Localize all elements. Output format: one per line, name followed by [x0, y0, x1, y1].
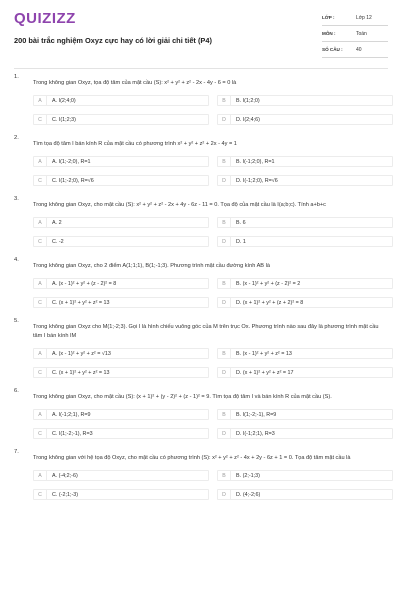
option-c[interactable]: [33, 428, 209, 439]
option-letter: A: [34, 471, 47, 480]
option-letter: C: [34, 176, 47, 185]
option-letter: B: [218, 471, 231, 480]
question-number: 1.: [14, 74, 19, 80]
option-a[interactable]: [33, 348, 209, 359]
option-text: A. I(-1;2;1), R=9: [52, 411, 91, 418]
option-text: B. I(-1;2;0), R=1: [236, 158, 275, 165]
option-letter: D: [218, 237, 231, 246]
answer-options: [33, 409, 386, 439]
page-header: [0, 0, 400, 66]
question-1: [0, 74, 400, 125]
option-letter: A: [34, 349, 47, 358]
option-letter: D: [218, 176, 231, 185]
question-text: Tìm tọa độ tâm I bán kính R của mặt cầu có phương trình x² + y² + z² + 2x - 4y = 1: [33, 141, 237, 147]
meta-row-subject: [322, 26, 388, 42]
question-2: [0, 135, 400, 186]
option-text: D. I(-1;2;0), R=√6: [236, 177, 278, 184]
question-7: [0, 449, 400, 500]
option-letter: B: [218, 218, 231, 227]
option-text: C. I(1;2;3): [52, 116, 76, 123]
option-a[interactable]: [33, 95, 209, 106]
question-text: Trong không gian với hệ tọa độ Oxyz, cho mặt cầu có phương trình (S): x² + y² + z² - 4x + 2y - 6z + 1 = 0. Tọa độ tâm mặt cầu là: [33, 455, 351, 461]
header-divider: [14, 68, 388, 69]
option-text: B. I(1;2;0): [236, 97, 260, 104]
option-letter: B: [218, 349, 231, 358]
option-text: B. (x - 1)² + y² + z² = 13: [236, 350, 292, 357]
option-letter: D: [218, 115, 231, 124]
option-letter: A: [34, 96, 47, 105]
meta-value: Toán: [356, 30, 367, 37]
option-text: A. I(2;4;0): [52, 97, 76, 104]
option-letter: B: [218, 96, 231, 105]
option-a[interactable]: [33, 217, 209, 228]
option-c[interactable]: [33, 297, 209, 308]
meta-value: Lớp 12: [356, 14, 372, 21]
option-text: C. I(1;-2;-1), R=3: [52, 430, 93, 437]
question-number: 4.: [14, 257, 19, 263]
option-letter: C: [34, 490, 47, 499]
option-d[interactable]: [217, 297, 393, 308]
option-c[interactable]: [33, 489, 209, 500]
option-text: A. (-4;2;-6): [52, 472, 78, 479]
option-letter: C: [34, 429, 47, 438]
question-text: Trong không gian Oxyz, cho mặt cầu (S): x² + y² + z² - 2x + 4y - 6z - 11 = 0. Tọa độ của mặt cầu là I(a;b;c). Tính a+b+c: [33, 202, 326, 208]
option-letter: B: [218, 410, 231, 419]
option-d[interactable]: [217, 175, 393, 186]
answer-options: [33, 95, 386, 125]
option-d[interactable]: [217, 367, 393, 378]
answer-options: [33, 470, 386, 500]
option-letter: B: [218, 279, 231, 288]
question-number: 7.: [14, 449, 19, 455]
option-letter: C: [34, 115, 47, 124]
option-a[interactable]: [33, 409, 209, 420]
option-d[interactable]: [217, 236, 393, 247]
option-letter: C: [34, 237, 47, 246]
option-a[interactable]: [33, 470, 209, 481]
meta-label: LỚP :: [322, 15, 335, 20]
option-text: C. I(1;-2;0), R=√6: [52, 177, 94, 184]
option-a[interactable]: [33, 156, 209, 167]
answer-options: [33, 278, 386, 308]
meta-row-question-count: [322, 42, 388, 58]
option-text: D. (x + 1)² + y² + (z + 2)² = 8: [236, 299, 304, 306]
option-b[interactable]: [217, 278, 393, 289]
option-b[interactable]: [217, 217, 393, 228]
question-text: Trong không gian Oxyz, tọa độ tâm của mặt cầu (S): x² + y² + z² - 2x - 4y - 6 = 0 là: [33, 80, 237, 86]
answer-options: [33, 156, 386, 186]
meta-row-grade: [322, 10, 388, 26]
option-letter: A: [34, 157, 47, 166]
option-text: D. (x + 1)² + y² + z² = 17: [236, 369, 294, 376]
option-text: B. 6: [236, 219, 246, 226]
option-letter: D: [218, 429, 231, 438]
question-number: 3.: [14, 196, 19, 202]
option-text: A. I(1;-2;0), R=1: [52, 158, 91, 165]
answer-options: [33, 348, 386, 378]
question-number: 5.: [14, 318, 19, 324]
meta-label: SỐ CÂU :: [322, 47, 343, 52]
option-b[interactable]: [217, 470, 393, 481]
option-text: D. I(-1;2;1), R=3: [236, 430, 275, 437]
question-3: [0, 196, 400, 247]
option-d[interactable]: [217, 489, 393, 500]
option-text: C. (x + 1)² + y² + z² = 13: [52, 369, 110, 376]
option-d[interactable]: [217, 114, 393, 125]
meta-value: 40: [356, 46, 362, 53]
option-text: D. (4;-2;6): [236, 491, 261, 498]
question-5: [0, 318, 400, 378]
option-text: C. (-2;1;-3): [52, 491, 79, 498]
option-c[interactable]: [33, 175, 209, 186]
option-text: B. I(1;-2;-1), R=9: [236, 411, 277, 418]
option-a[interactable]: [33, 278, 209, 289]
question-4: [0, 257, 400, 308]
question-6: [0, 388, 400, 439]
option-letter: B: [218, 157, 231, 166]
option-b[interactable]: [217, 95, 393, 106]
option-letter: C: [34, 368, 47, 377]
option-letter: A: [34, 218, 47, 227]
option-text: B. (2;-1;3): [236, 472, 260, 479]
option-c[interactable]: [33, 236, 209, 247]
option-text: C. -2: [52, 238, 64, 245]
option-letter: A: [34, 410, 47, 419]
option-text: B. (x - 1)² + y² + (z - 2)² = 2: [236, 280, 301, 287]
meta-label: MÔN :: [322, 31, 336, 36]
option-b[interactable]: [217, 409, 393, 420]
question-list: [0, 74, 400, 510]
option-text: A. 2: [52, 219, 62, 226]
option-c[interactable]: [33, 367, 209, 378]
answer-options: [33, 217, 386, 247]
option-text: A. (x - 1)² + y² + (z - 2)² = 8: [52, 280, 117, 287]
meta-info: [322, 10, 388, 58]
option-letter: D: [218, 298, 231, 307]
option-text: A. (x - 1)² + y² + z² = √13: [52, 350, 111, 357]
option-text: D. 1: [236, 238, 246, 245]
question-text: Trong không gian Oxyz cho M(1;-2;3). Gọi I là hình chiếu vuông góc của M trên trục Ox. Phương trình nào sau đây là phương trình mặt cầu tâm I bán kính IM: [33, 324, 379, 339]
option-text: D. I(2;4;6): [236, 116, 260, 123]
quizizz-logo: QUIZIZZ: [14, 10, 76, 27]
option-letter: D: [218, 368, 231, 377]
question-text: Trong không gian Oxyz, cho 2 điểm A(1;1;1), B(1;-1;3). Phương trình mặt cầu đường kính AB là: [33, 263, 270, 269]
document-title: 200 bài trắc nghiệm Oxyz cực hay có lời giải chi tiết (P4): [14, 36, 212, 45]
option-letter: A: [34, 279, 47, 288]
question-number: 2.: [14, 135, 19, 141]
option-c[interactable]: [33, 114, 209, 125]
option-d[interactable]: [217, 428, 393, 439]
option-letter: C: [34, 298, 47, 307]
option-b[interactable]: [217, 348, 393, 359]
option-text: C. (x + 1)² + y² + z² = 13: [52, 299, 110, 306]
question-number: 6.: [14, 388, 19, 394]
question-text: Trong không gian Oxyz, cho mặt cầu (S): (x + 1)² + (y - 2)² + (z - 1)² = 9. Tìm tọa độ tâm I và bán kính R của mặt cầu (S).: [33, 394, 332, 400]
option-letter: D: [218, 490, 231, 499]
option-b[interactable]: [217, 156, 393, 167]
